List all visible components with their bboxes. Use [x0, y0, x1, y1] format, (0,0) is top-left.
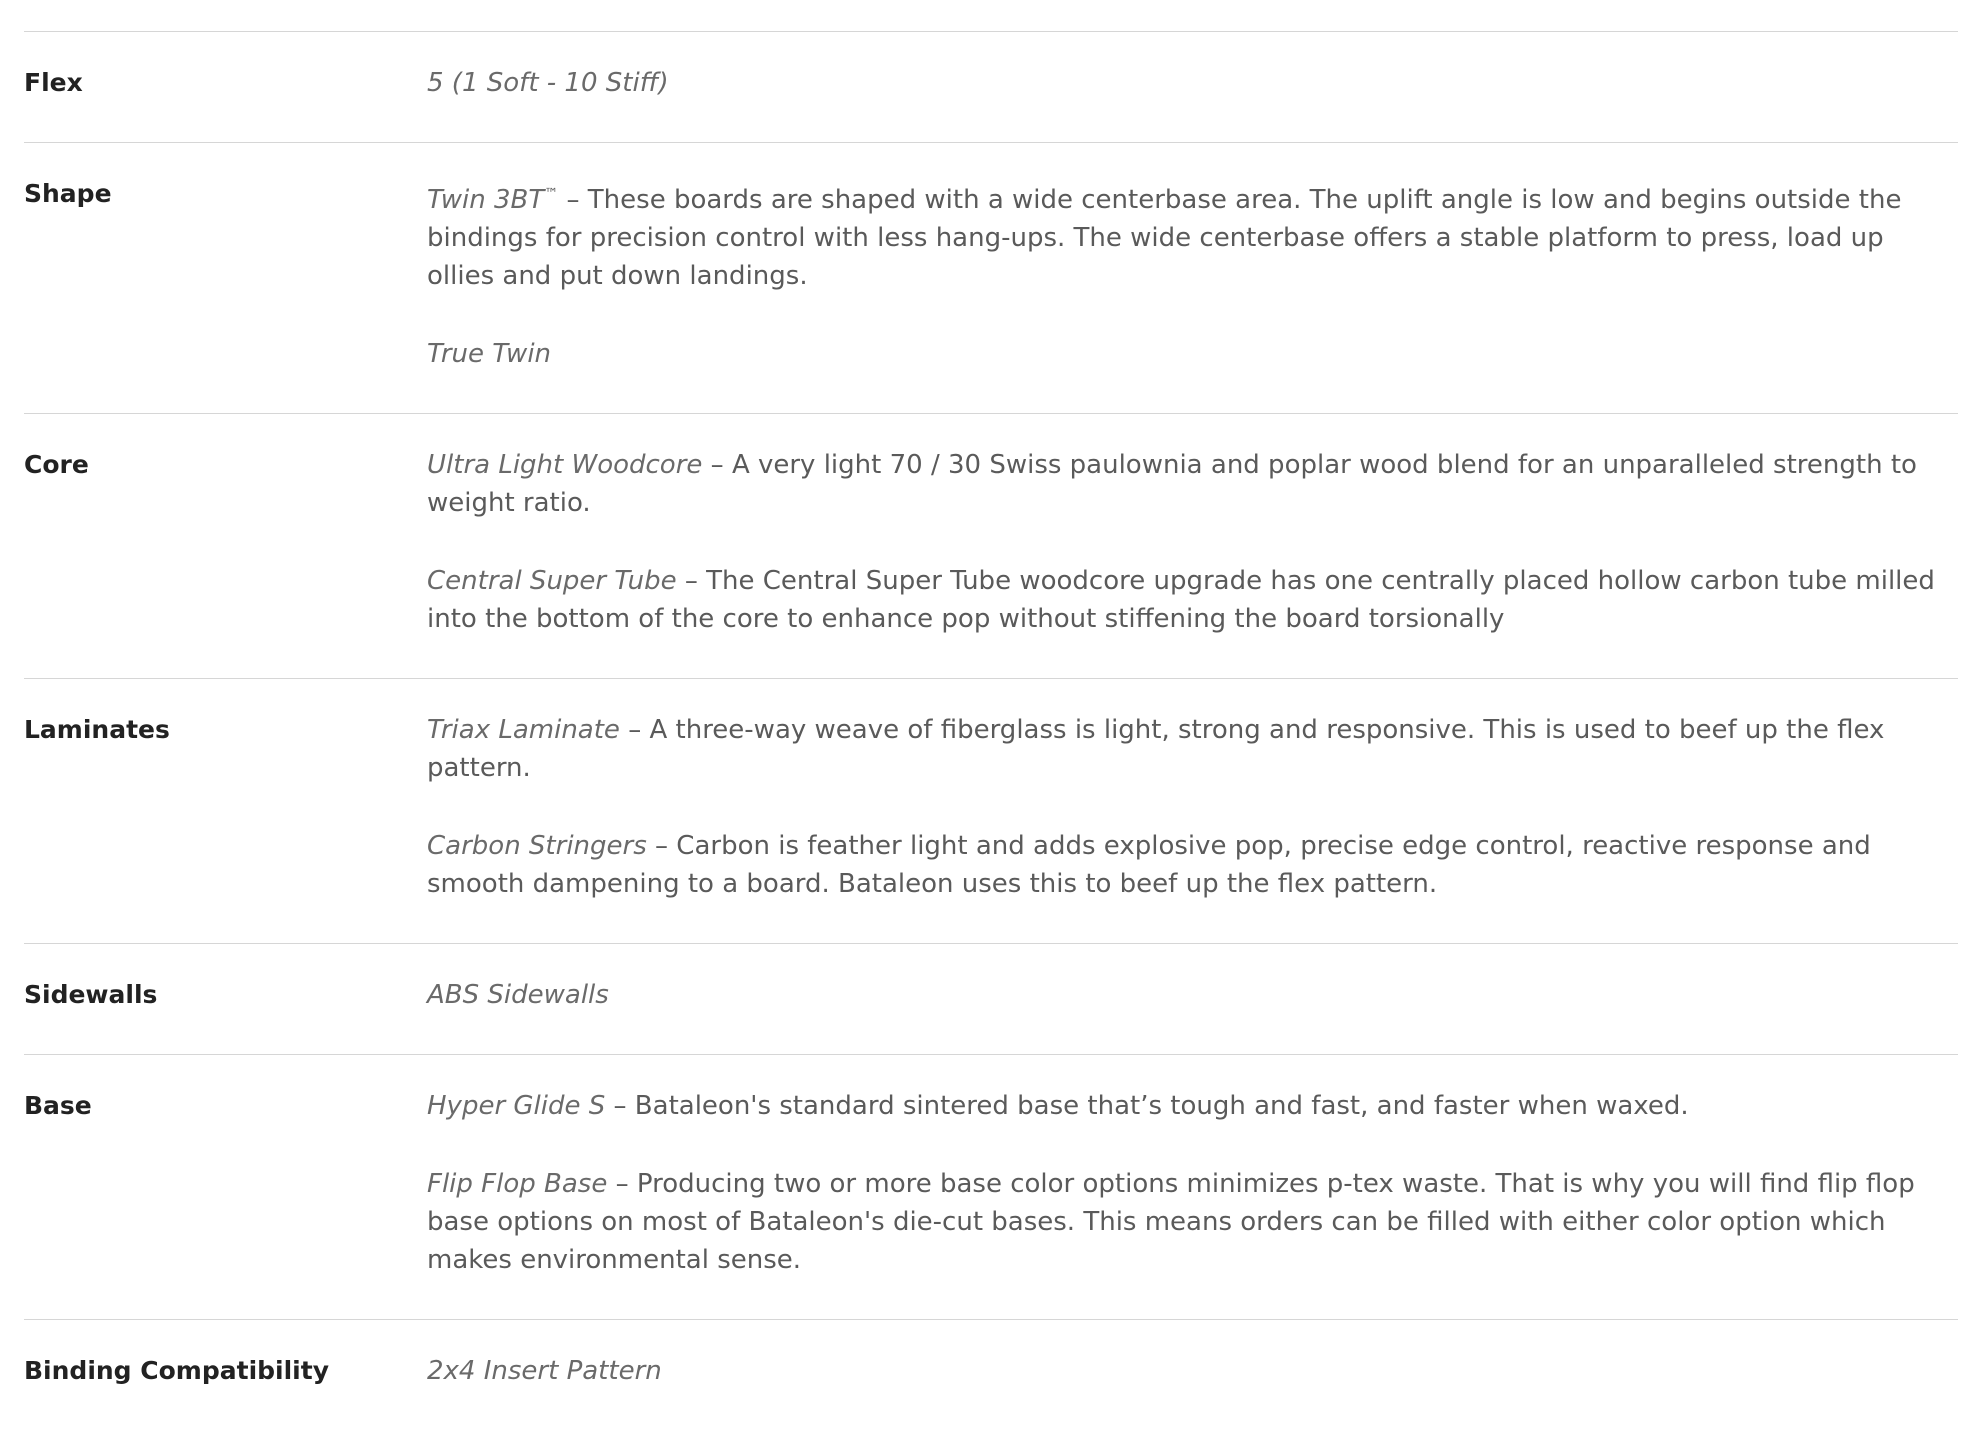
spec-term: True Twin [427, 339, 552, 369]
spec-description: Carbon is feather light and adds explosive pop, precise edge control, reactive response and smooth dampening to a board. Bataleon uses this to beef up the flex pattern. [427, 831, 1871, 899]
spec-row-base [24, 1054, 1958, 1319]
spec-value [427, 32, 1958, 142]
spec-value [427, 414, 1958, 678]
spec-description: Bataleon's standard sintered base that’s tough and fast, and faster when waxed. [634, 1091, 1689, 1121]
spec-term: Triax Laminate [427, 715, 620, 745]
spec-paragraph [427, 446, 1958, 522]
spec-label: Sidewalls [24, 980, 158, 1009]
spec-separator: – [702, 450, 732, 480]
spec-separator: – [646, 831, 677, 861]
spec-label: Laminates [24, 715, 170, 744]
spec-description: The Central Super Tube woodcore upgrade has one centrally placed hollow carbon tube milled into the bottom of the core to enhance pop without stiffening the board torsionally [427, 566, 1935, 634]
spec-description: A very light 70 / 30 Swiss paulownia and poplar wood blend for an unparalleled strength to weight ratio. [427, 450, 1917, 518]
spec-paragraph [427, 827, 1958, 903]
spec-paragraph [427, 976, 1958, 1014]
spec-label: Shape [24, 179, 112, 208]
spec-paragraph [427, 1165, 1958, 1279]
trademark-symbol: ™ [544, 186, 559, 202]
spec-paragraph [427, 711, 1958, 787]
spec-label: Binding Compatibility [24, 1356, 329, 1385]
spec-label: Core [24, 450, 89, 479]
spec-row-flex [24, 31, 1958, 142]
spec-paragraph [427, 175, 1958, 295]
spec-paragraph [427, 335, 1958, 373]
spec-term: Central Super Tube [427, 566, 677, 596]
spec-value [427, 944, 1958, 1054]
spec-label: Base [24, 1091, 92, 1120]
spec-term: Twin 3BT [427, 185, 545, 215]
spec-separator: – [607, 1169, 637, 1199]
spec-paragraph [427, 64, 1958, 102]
spec-row-sidewalls [24, 943, 1958, 1054]
spec-term: ABS Sidewalls [427, 980, 609, 1010]
spec-term: Ultra Light Woodcore [427, 450, 703, 480]
spec-paragraph [427, 1087, 1958, 1125]
spec-description: A three-way weave of fiberglass is light, strong and responsive. This is used to beef up the flex pattern. [427, 715, 1885, 783]
spec-description: Producing two or more base color options minimizes p-tex waste. That is why you will find flip flop base options on most of Bataleon's die-cut bases. This means orders can be filled with either color option which makes environmental sense. [427, 1169, 1915, 1275]
spec-separator: – [619, 715, 650, 745]
spec-separator: – [676, 566, 707, 596]
spec-row-core [24, 413, 1958, 678]
spec-term: 2x4 Insert Pattern [427, 1356, 662, 1386]
spec-value [427, 679, 1958, 943]
spec-value [427, 143, 1958, 413]
spec-value [427, 1320, 1958, 1430]
spec-separator: – [558, 185, 588, 215]
spec-value [427, 1055, 1958, 1319]
spec-separator: – [605, 1091, 635, 1121]
spec-row-laminates [24, 678, 1958, 943]
spec-term: 5 (1 Soft - 10 Stiff) [427, 68, 669, 98]
spec-paragraph [427, 562, 1958, 638]
spec-term: Carbon Stringers [427, 831, 647, 861]
spec-description: These boards are shaped with a wide centerbase area. The uplift angle is low and begins outside the bindings for precision control with less hang-ups. The wide centerbase offers a stable platform to press, load up ollies and put down landings. [427, 185, 1902, 291]
spec-row-shape [24, 142, 1958, 413]
spec-term: Flip Flop Base [427, 1169, 608, 1199]
spec-row-binding-compatibility [24, 1319, 1958, 1430]
spec-label: Flex [24, 68, 83, 97]
spec-table [24, 31, 1958, 1430]
spec-paragraph [427, 1352, 1958, 1390]
spec-term: Hyper Glide S [427, 1091, 606, 1121]
